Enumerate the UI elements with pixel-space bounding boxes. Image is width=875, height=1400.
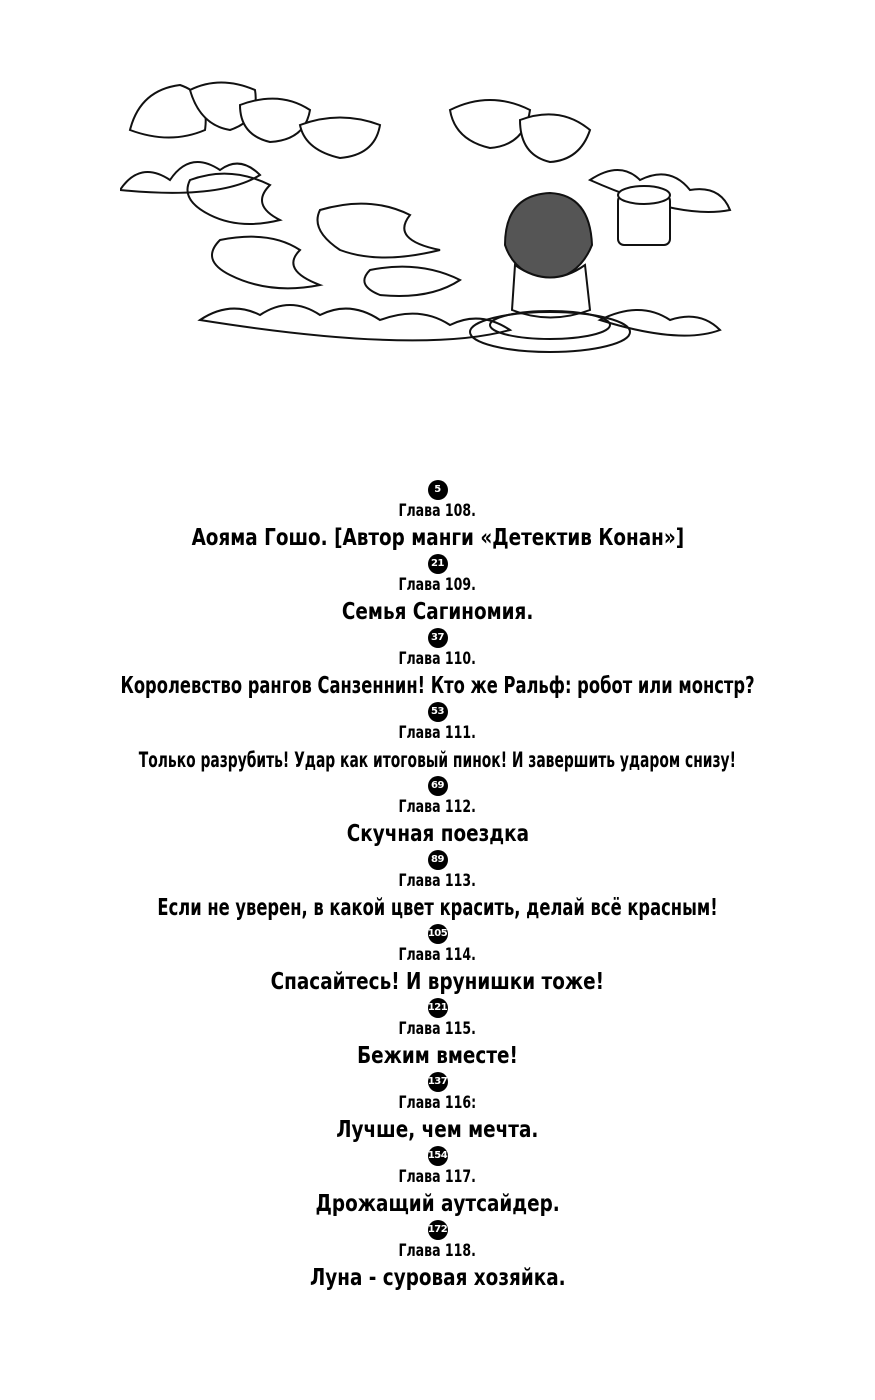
- chapter-label: Глава 111.: [398, 723, 477, 743]
- chapter-label: Глава 109.: [398, 575, 477, 595]
- chapter-label: Глава 118.: [398, 1241, 477, 1261]
- page-number-badge: 105: [428, 924, 448, 944]
- page-number-badge: 37: [428, 628, 448, 648]
- page-number-badge: 172: [428, 1220, 448, 1240]
- chapter-label: Глава 112.: [398, 797, 477, 817]
- toc-entry: [0, 554, 875, 628]
- page-number-badge: 21: [428, 554, 448, 574]
- page-number-badge: 137: [428, 1072, 448, 1092]
- chapter-title: Спасайтесь! И врунишки тоже!: [270, 969, 605, 995]
- chapter-title: Аояма Гошо. [Автор манги «Детектив Конан»]: [191, 525, 684, 551]
- page-number-badge: 5: [428, 480, 448, 500]
- toc-entry: [0, 1220, 875, 1294]
- chapter-label: Глава 115.: [398, 1019, 477, 1039]
- chapter-label: Глава 117.: [398, 1167, 477, 1187]
- chapter-title: Лучше, чем мечта.: [336, 1117, 539, 1143]
- chapter-title: Скучная поездка: [346, 821, 529, 847]
- chapter-title: Бежим вместе!: [357, 1043, 518, 1069]
- hot-spring-illustration: [120, 70, 740, 390]
- toc-entry: [0, 1072, 875, 1146]
- page-number-badge: 53: [428, 702, 448, 722]
- chapter-title: Луна - суровая хозяйка.: [309, 1265, 566, 1291]
- page-number-badge: 154: [428, 1146, 448, 1166]
- chapter-label: Глава 113.: [398, 871, 477, 891]
- chapter-title: Дрожащий аутсайдер.: [315, 1191, 560, 1217]
- chapter-title: Только разрубить! Удар как итоговый пинок! И завершить ударом снизу!: [138, 748, 737, 772]
- page-number-badge: 89: [428, 850, 448, 870]
- chapter-label: Глава 110.: [398, 649, 477, 669]
- toc-entry: [0, 702, 875, 776]
- toc-entry: [0, 850, 875, 924]
- toc-entry: [0, 776, 875, 850]
- chapter-label: Глава 108.: [398, 501, 477, 521]
- toc-entry: [0, 1146, 875, 1220]
- page-number-badge: 69: [428, 776, 448, 796]
- toc-entry: [0, 628, 875, 702]
- toc-entry: [0, 480, 875, 554]
- table-of-contents: [0, 480, 875, 1294]
- chapter-label: Глава 114.: [398, 945, 477, 965]
- chapter-label: Глава 116:: [398, 1093, 477, 1113]
- page-number-badge: 121: [428, 998, 448, 1018]
- toc-entry: [0, 924, 875, 998]
- toc-entry: [0, 998, 875, 1072]
- chapter-title: Если не уверен, в какой цвет красить, делай всё красным!: [157, 895, 718, 921]
- chapter-title: Семья Сагиномия.: [341, 599, 534, 625]
- chapter-title: Королевство рангов Санзеннин! Кто же Ральф: робот или монстр?: [120, 673, 755, 699]
